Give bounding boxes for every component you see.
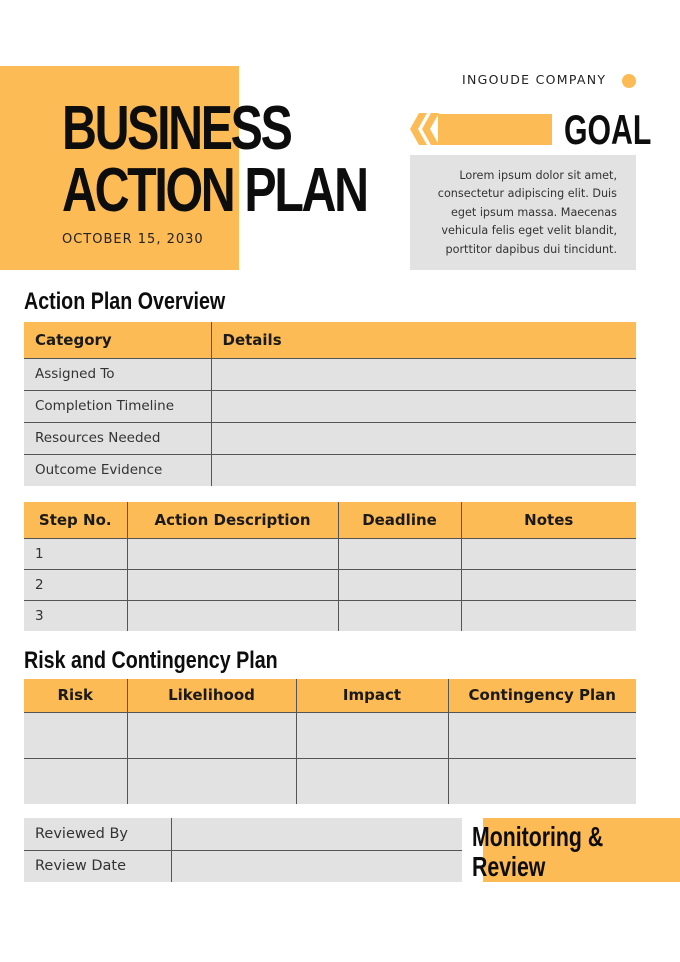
table-row <box>24 758 636 804</box>
contingency-cell[interactable] <box>448 758 636 804</box>
table-row <box>24 712 636 758</box>
table-header-row <box>24 679 636 712</box>
column-header: Action Description <box>127 502 338 538</box>
notes-cell[interactable] <box>461 538 636 569</box>
details-cell[interactable] <box>211 390 636 422</box>
double-chevron-left-icon <box>410 113 440 145</box>
table-row <box>24 390 636 422</box>
overview-table <box>24 322 636 486</box>
step-number: 2 <box>24 569 127 600</box>
risk-section-title: Risk and Contingency Plan <box>24 647 278 674</box>
reviewer-cell[interactable] <box>171 818 462 850</box>
row-label: Outcome Evidence <box>24 454 211 486</box>
table-row <box>24 538 636 569</box>
row-label: Assigned To <box>24 358 211 390</box>
notes-cell[interactable] <box>461 569 636 600</box>
details-cell[interactable] <box>211 358 636 390</box>
details-cell[interactable] <box>211 422 636 454</box>
column-header: Impact <box>296 679 448 712</box>
table-row <box>24 454 636 486</box>
monitoring-title-line-1: Monitoring & <box>472 821 604 852</box>
risk-table <box>24 679 636 804</box>
deadline-cell[interactable] <box>338 569 461 600</box>
review-date-cell[interactable] <box>171 850 462 882</box>
title-line-1: BUSINESS <box>62 94 291 163</box>
risk-cell[interactable] <box>24 712 127 758</box>
row-label: Completion Timeline <box>24 390 211 422</box>
impact-cell[interactable] <box>296 758 448 804</box>
company-name: INGOUDE COMPANY <box>462 72 607 87</box>
monitoring-title <box>472 822 603 882</box>
column-header: Likelihood <box>127 679 296 712</box>
column-header: Risk <box>24 679 127 712</box>
row-label: Reviewed By <box>24 818 171 850</box>
notes-cell[interactable] <box>461 600 636 631</box>
monitoring-title-line-2: Review <box>472 851 546 882</box>
contingency-cell[interactable] <box>448 712 636 758</box>
table-row <box>24 422 636 454</box>
likelihood-cell[interactable] <box>127 712 296 758</box>
title-line-2: ACTION PLAN <box>62 156 367 225</box>
table-header-row <box>24 322 636 358</box>
column-header: Contingency Plan <box>448 679 636 712</box>
row-label: Review Date <box>24 850 171 882</box>
row-label: Resources Needed <box>24 422 211 454</box>
column-header: Details <box>211 322 636 358</box>
likelihood-cell[interactable] <box>127 758 296 804</box>
action-description-cell[interactable] <box>127 600 338 631</box>
table-row <box>24 358 636 390</box>
goal-title: GOAL <box>564 106 652 153</box>
document-title <box>62 94 367 225</box>
table-row <box>24 818 462 850</box>
deadline-cell[interactable] <box>338 600 461 631</box>
column-header: Deadline <box>338 502 461 538</box>
impact-cell[interactable] <box>296 712 448 758</box>
document-date: OCTOBER 15, 2030 <box>62 232 204 247</box>
deadline-cell[interactable] <box>338 538 461 569</box>
step-number: 3 <box>24 600 127 631</box>
goal-accent-bar <box>438 114 552 145</box>
column-header: Category <box>24 322 211 358</box>
step-number: 1 <box>24 538 127 569</box>
table-header-row <box>24 502 636 538</box>
goal-description: Lorem ipsum dolor sit amet, consectetur adipiscing elit. Duis eget ipsum massa. Maecenas vehicula felis eget velit blandit, porttitor dapibus dui tincidunt. <box>410 155 636 270</box>
review-table <box>24 818 462 882</box>
table-row <box>24 600 636 631</box>
action-description-cell[interactable] <box>127 569 338 600</box>
accent-dot <box>622 74 636 88</box>
risk-cell[interactable] <box>24 758 127 804</box>
column-header: Step No. <box>24 502 127 538</box>
column-header: Notes <box>461 502 636 538</box>
action-description-cell[interactable] <box>127 538 338 569</box>
table-row <box>24 569 636 600</box>
details-cell[interactable] <box>211 454 636 486</box>
steps-table <box>24 502 636 631</box>
overview-section-title: Action Plan Overview <box>24 288 226 315</box>
table-row <box>24 850 462 882</box>
